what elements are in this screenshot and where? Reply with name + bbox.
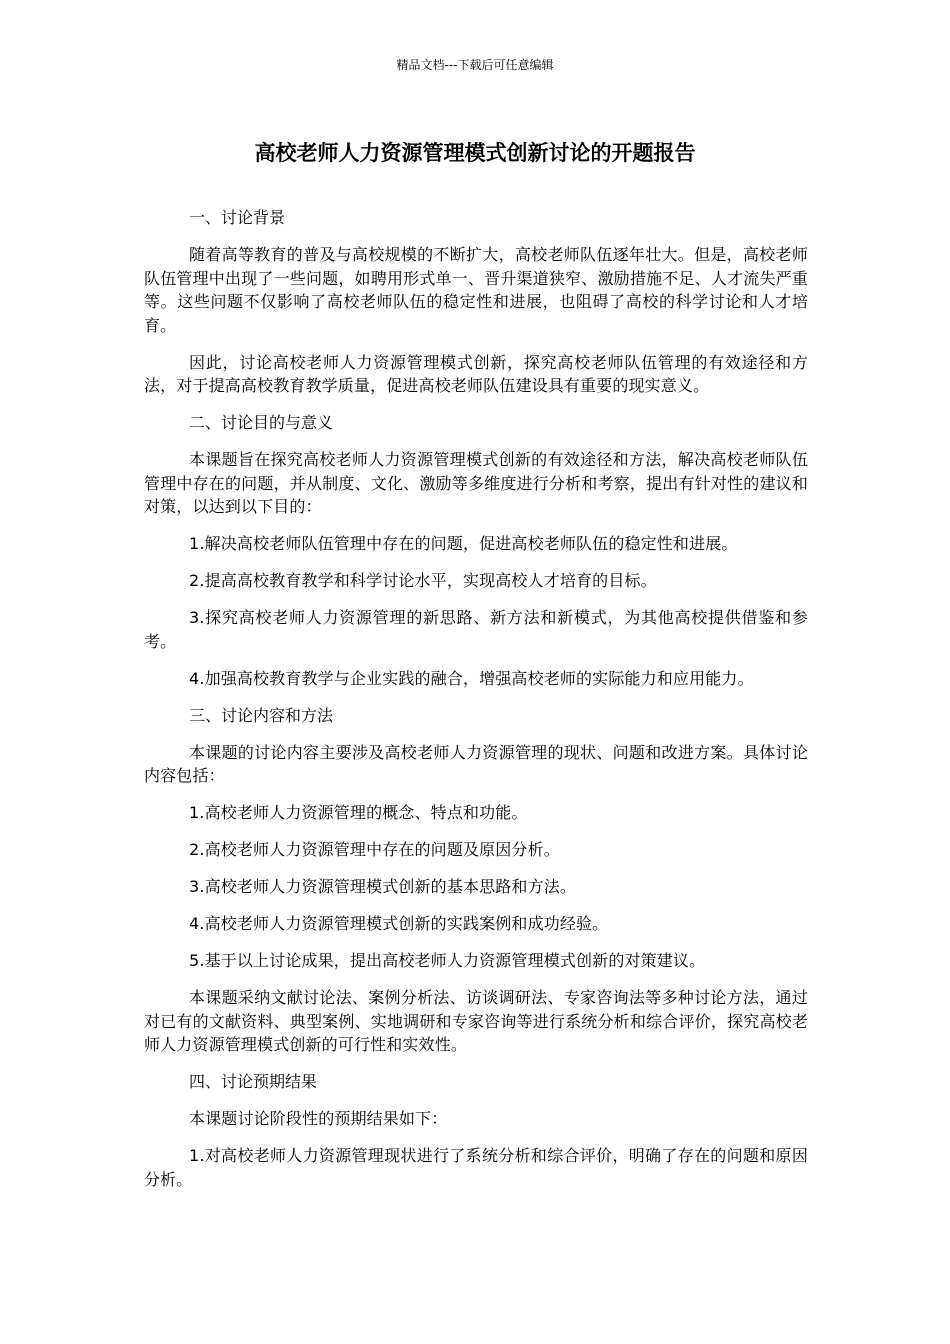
- section-heading: 一、讨论背景: [189, 208, 286, 227]
- document-title: 高校老师人力资源管理模式创新讨论的开题报告: [254, 141, 696, 165]
- list-item: 3.高校老师人力资源管理模式创新的基本思路和方法。: [189, 877, 577, 896]
- section-heading: 四、讨论预期结果: [189, 1072, 318, 1091]
- list-item: 2.提高高校教育教学和科学讨论水平，实现高校人才培育的目标。: [189, 571, 657, 590]
- list-item: 3.探究高校老师人力资源管理的新思路、新方法和新模式，为其他高校提供借鉴和参考。: [144, 608, 808, 651]
- list-item: 1.解决高校老师队伍管理中存在的问题，促进高校老师队伍的稳定性和进展。: [189, 534, 738, 553]
- list-item: 5.基于以上讨论成果，提出高校老师人力资源管理模式创新的对策建议。: [189, 951, 706, 970]
- list-item: 1.高校老师人力资源管理的概念、特点和功能。: [189, 803, 528, 822]
- list-item: 1.对高校老师人力资源管理现状进行了系统分析和综合评价，明确了存在的问题和原因分析。: [144, 1146, 808, 1189]
- paragraph: 因此，讨论高校老师人力资源管理模式创新，探究高校老师队伍管理的有效途径和方法，对于提高高校教育教学质量，促进高校老师队伍建设具有重要的现实意义。: [144, 352, 808, 395]
- paragraph: 本课题采纳文献讨论法、案例分析法、访谈调研法、专家咨询法等多种讨论方法，通过对已有的文献资料、典型案例、实地调研和专家咨询等进行系统分析和综合评价，探究高校老师人力资源管理模式创新的可行性和实效性。: [144, 988, 808, 1054]
- paragraph: 本课题的讨论内容主要涉及高校老师人力资源管理的现状、问题和改进方案。具体讨论内容包括：: [144, 742, 808, 785]
- section-heading: 二、讨论目的与意义: [189, 413, 334, 432]
- list-item: 4.加强高校教育教学与企业实践的融合，增强高校老师的实际能力和应用能力。: [189, 668, 754, 688]
- document-body: [144, 206, 808, 1205]
- list-item: 4.高校老师人力资源管理模式创新的实践案例和成功经验。: [189, 914, 609, 933]
- page-header: 精品文档---下载后可任意编辑: [396, 58, 554, 72]
- list-item: 2.高校老师人力资源管理中存在的问题及原因分析。: [189, 840, 560, 859]
- paragraph: 本课题讨论阶段性的预期结果如下：: [189, 1109, 448, 1128]
- paragraph: 随着高等教育的普及与高校规模的不断扩大，高校老师队伍逐年壮大。但是，高校老师队伍管理中出现了一些问题，如聘用形式单一、晋升渠道狭窄、激励措施不足、人才流失严重等。这些问题不仅影响了高校老师队伍的稳定性和进展，也阻碍了高校的科学讨论和人才培育。: [144, 245, 808, 335]
- section-heading: 三、讨论内容和方法: [189, 705, 334, 725]
- paragraph: 本课题旨在探究高校老师人力资源管理模式创新的有效途径和方法，解决高校老师队伍管理中存在的问题，并从制度、文化、激励等多维度进行分析和考察，提出有针对性的建议和对策，以达到以下目的：: [144, 450, 808, 516]
